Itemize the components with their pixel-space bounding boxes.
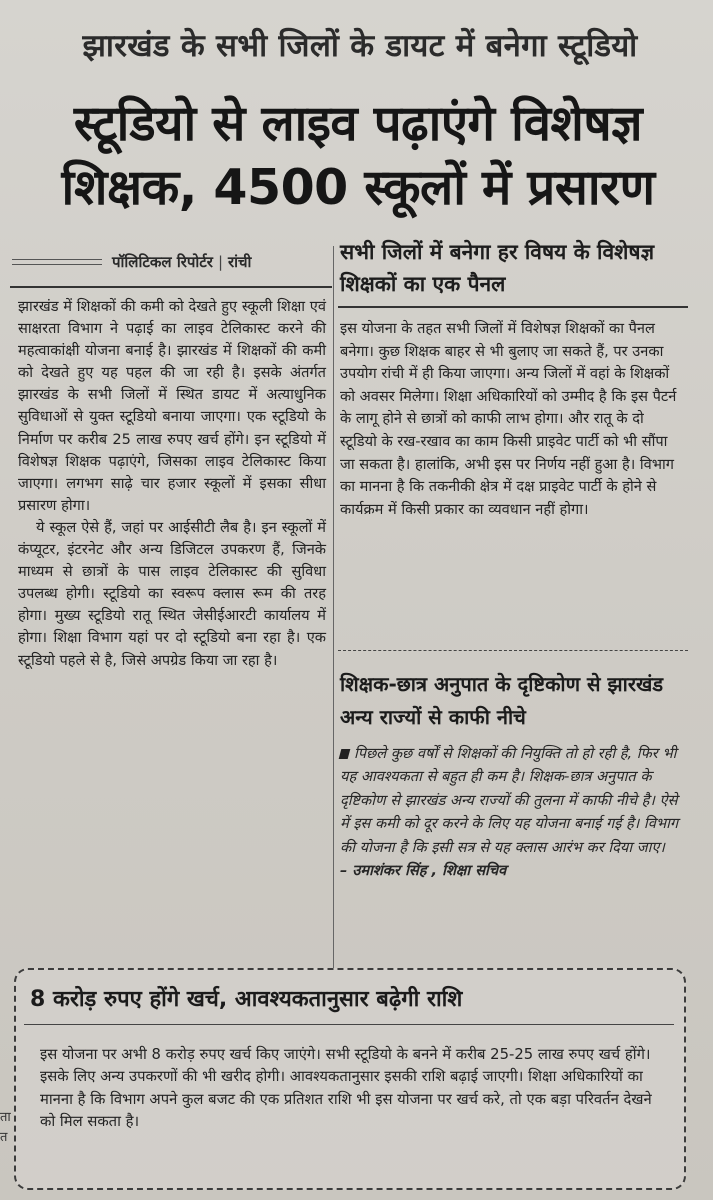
info-box-body <box>40 1044 660 1134</box>
byline-rule <box>12 259 102 265</box>
right-section-heading: सभी जिलों में बनेगा हर विषय के विशेषज्ञ शिक्षकों का एक पैनल <box>340 240 655 296</box>
right-paragraph: इस योजना के तहत सभी जिलों में विशेषज्ञ शिक्षकों का पैनल बनेगा। कुछ शिक्षक बाहर से भी बुलाए जा सकते हैं, पर उनका उपयोग रांची में ही किया जाएगा। अन्य जिलों में वहां के शिक्षकों को अवसर मिलेगा। शिक्षा अधिकारियों को उम्मीद है कि इस पैटर्न के लागू होने से छात्रों को काफी लाभ होगा। और रातू के दो स्टूडियो के रख-रखाव का काम किसी प्राइवेट पार्टी को भी सौंपा जा सकता है। हालांकि, अभी इस पर निर्णय नहीं हुआ है। विभाग का मानना है कि तकनीकी क्षेत्र में दक्ष प्राइवेट पार्टी के होने से कार्यक्रम में किसी प्रकार का व्यवधान नहीं होगा। <box>340 320 677 518</box>
byline-separator: | <box>217 253 224 271</box>
column-divider <box>333 246 334 968</box>
info-box-paragraph: इस योजना पर अभी 8 करोड़ रुपए खर्च किए जाएंगे। सभी स्टूडियो के बनने में करीब 25-25 लाख रुपए खर्च होंगे। इसके लिए अन्य उपकरणों की भी खरीद होगी। आवश्यकतानुसार इसकी राशि बढ़ाई जाएगी। शिक्षा अधिकारियों का मानना है कि विभाग अपने कुल बजट की एक प्रतिशत राशि भी इस योजना पर खर्च करे, तो एक बड़ा परिवर्तन देखने को मिल सकता है। <box>40 1046 652 1131</box>
quote-heading: शिक्षक-छात्र अनुपात के दृष्टिकोण से झारखंड अन्य राज्यों से काफी नीचे <box>340 672 664 729</box>
left-column <box>18 296 326 672</box>
quote-text: पिछले कुछ वर्षों से शिक्षकों की नियुक्ति तो हो रही है, फिर भी यह आवश्यकता से बहुत ही कम है। शिक्षक-छात्र अनुपात के दृष्टिकोण से झारखंड अन्य राज्यों की तुलना में काफी नीचे है। ऐसे में इस कमी को दूर करने के लिए यह योजना बनाई गई है। विभाग की योजना है कि इसी सत्र से यह क्लास आरंभ कर दिया जाए। <box>340 745 679 856</box>
main-headline <box>28 92 688 220</box>
byline-city: रांची <box>228 253 252 271</box>
quote-block <box>340 742 685 882</box>
quote-divider <box>338 650 688 651</box>
byline-reporter: पॉलिटिकल रिपोर्टर <box>112 253 213 271</box>
left-paragraph-1: झारखंड में शिक्षकों की कमी को देखते हुए स्कूली शिक्षा एवं साक्षरता विभाग ने पढ़ाई का लाइव टेलिकास्ट करने की महत्वाकांक्षी योजना बनाई है। झारखंड में शिक्षकों की कमी को देखते हुए यह पहल की जा रही है। इसके अंतर्गत झारखंड के सभी जिलों में स्थित डायट में अत्याधुनिक सुविधाओं से युक्त स्टूडियो बनाया जाएगा। एक स्टूडियो के निर्माण पर करीब 25 लाख रुपए खर्च होंगे। इन स्टूडियो में विशेषज्ञ शिक्षक पढ़ाएंगे, जिसका लाइव टेलिकास्ट किया जाएगा। लगभग साढ़े चार हजार स्कूलों में इसका सीधा प्रसारण होगा। <box>18 298 326 514</box>
info-box-rule <box>24 1024 674 1025</box>
right-section-body <box>340 318 685 521</box>
byline <box>12 252 330 272</box>
left-column-rule <box>10 286 332 288</box>
headline-line-2: शिक्षक, 4500 स्कूलों में प्रसारण <box>61 159 655 216</box>
quote-author <box>340 859 685 882</box>
right-section-rule <box>338 306 688 308</box>
headline-line-1: स्टूडियो से लाइव पढ़ाएंगे विशेषज्ञ <box>73 95 643 152</box>
quote-marker-icon <box>339 749 351 759</box>
quote-author-text: – उमाशंकर सिंह , शिक्षा सचिव <box>340 862 507 880</box>
adjacent-column-fragment: ता त <box>0 1110 11 1145</box>
quote-text-wrapper <box>340 742 685 859</box>
kicker-headline: झारखंड के सभी जिलों के डायट में बनेगा स्टूडियो <box>82 28 638 64</box>
left-paragraph-2: ये स्कूल ऐसे हैं, जहां पर आईसीटी लैब है। इन स्कूलों में कंप्यूटर, इंटरनेट और अन्य डिजिटल उपकरण हैं, जिनके माध्यम से छात्रों के पास लाइव टेलिकास्ट की सुविधा उपलब्ध होगी। स्टूडियो का स्वरूप क्लास रूम की तरह होगा। मुख्य स्टूडियो रातू स्थित जेसीईआरटी कार्यालय में होगा। शिक्षा विभाग यहां पर दो स्टूडियो बना रहा है। एक स्टूडियो पहले से है, जिसे अपग्रेड किया जा रहा है। <box>18 518 326 669</box>
info-box-heading: 8 करोड़ रुपए होंगे खर्च, आवश्यकतानुसार बढ़ेगी राशि <box>30 987 463 1012</box>
